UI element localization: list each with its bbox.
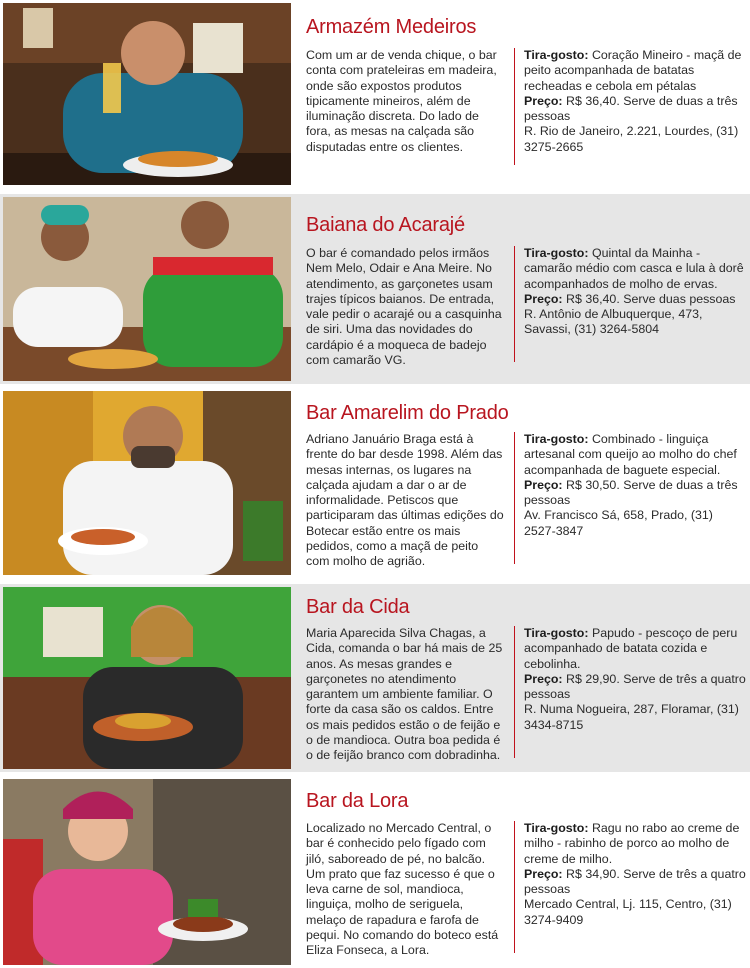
- bar-info: [524, 432, 746, 539]
- tiragosto-label: Tira-gosto:: [524, 48, 589, 62]
- address-text: R. Numa Nogueira, 287, Floramar, (31) 3434-8715: [524, 702, 739, 732]
- photo-armazem-medeiros: [3, 3, 291, 185]
- tiragosto-text: Papudo - pescoço de peru acompanhado de batata cozida e cebolinha.: [524, 626, 738, 671]
- bar-description: Com um ar de venda chique, o bar conta com prateleiras em madeira, onde são expostos produtos tipicamente mineiros, além de iluminação discreta. Do lado de fora, as mesas na calçada são disputadas entre os clientes.: [306, 48, 497, 154]
- photo-bar-da-cida: [3, 587, 291, 769]
- tiragosto-text: Combinado - linguiça artesanal com queijo ao molho do chef acompanhada de baguete especial.: [524, 432, 737, 477]
- column-divider: [514, 821, 515, 953]
- address-text: Mercado Central, Lj. 115, Centro, (31) 3274-9409: [524, 897, 732, 927]
- tiragosto-label: Tira-gosto:: [524, 432, 589, 446]
- bar-description: Adriano Januário Braga está à frente do bar desde 1998. Além das mesas internas, os lugares na calçada ajudam a dar o ar de informalidade. Petiscos que participaram das últimas edições do Botecar estão entre os mais pedidos, como a maçã de peito com molho de agrião.: [306, 432, 504, 569]
- bar-description: Maria Aparecida Silva Chagas, a Cida, comanda o bar há mais de 25 anos. As mesas grandes e garçonetes no atendimento garantem um ambiente familiar. O forte da casa são os caldos. Entre os mais pedidos estão o de feijão e o de mandioca. Outra boa pedida é o de feijão branco com dobradinha.: [306, 626, 503, 763]
- bar-entry-bar-da-lora: [0, 776, 750, 968]
- preco-text: R$ 36,40. Serve de duas a três pessoas: [524, 93, 738, 124]
- bar-info: [524, 48, 746, 155]
- tiragosto-label: Tira-gosto:: [524, 821, 589, 835]
- bar-description: O bar é comandado pelos irmãos Nem Melo, Odair e Ana Meire. No atendimento, as garçonetes usam trajes típicos baianos. De entrada, vale pedir o acarajé ou a casquinha de siri. Uma das novidades do cardápio é a moqueca de badejo com camarão VG.: [306, 246, 502, 368]
- bar-title: Baiana do Acarajé: [306, 214, 465, 236]
- address-text: R. Antônio de Albuquerque, 473, Savassi, (31) 3264-5804: [524, 307, 703, 337]
- preco-text: R$ 36,40. Serve duas pessoas: [566, 291, 736, 306]
- column-divider: [514, 626, 515, 758]
- tiragosto-label: Tira-gosto:: [524, 626, 589, 640]
- tiragosto-label: Tira-gosto:: [524, 246, 589, 260]
- bar-info: [524, 626, 746, 733]
- bar-entry-bar-da-cida: [0, 584, 750, 772]
- preco-label: Preço:: [524, 671, 563, 686]
- preco-text: R$ 29,90. Serve de três a quatro pessoas: [524, 671, 746, 702]
- tiragosto-text: Ragu no rabo ao creme de milho - rabinho de porco ao molho de creme de milho.: [524, 821, 740, 866]
- preco-label: Preço:: [524, 866, 563, 881]
- photo-bar-amarelim-do-prado: [3, 391, 291, 575]
- bar-info: [524, 246, 746, 338]
- photo-bar-da-lora: [3, 779, 291, 965]
- address-text: R. Rio de Janeiro, 2.221, Lourdes, (31) 3275-2665: [524, 124, 739, 154]
- tiragosto-text: Coração Mineiro - maçã de peito acompanhada de batatas recheadas e cebola em pétalas: [524, 48, 742, 93]
- bar-title: Bar da Lora: [306, 790, 409, 812]
- bar-description: Localizado no Mercado Central, o bar é conhecido pelo fígado com jiló, saboreado de pé, no balcão. Um prato que faz sucesso é que o leva carne de sol, mandioca, linguiça, molho de seriguela, melaço de rapadura e farofa de pequi. No comando do boteco está Eliza Fonseca, a Lora.: [306, 821, 499, 958]
- tiragosto-text: Quintal da Mainha - camarão médio com casca e lula à dorê acompanhados de molho de ervas.: [524, 246, 744, 291]
- bar-info: [524, 821, 746, 928]
- preco-text: R$ 34,90. Serve de três a quatro pessoas: [524, 866, 746, 897]
- photo-baiana-do-acaraje: [3, 197, 291, 381]
- bar-entry-baiana-do-acaraje: [0, 194, 750, 384]
- column-divider: [514, 48, 515, 165]
- bar-title: Armazém Medeiros: [306, 16, 477, 38]
- bar-entry-bar-amarelim-do-prado: [0, 388, 750, 578]
- bar-entry-armazem-medeiros: [0, 0, 750, 190]
- column-divider: [514, 432, 515, 564]
- address-text: Av. Francisco Sá, 658, Prado, (31) 2527-3847: [524, 508, 713, 538]
- preco-text: R$ 30,50. Serve de duas a três pessoas: [524, 477, 738, 508]
- preco-label: Preço:: [524, 477, 563, 492]
- bar-title: Bar Amarelim do Prado: [306, 402, 509, 424]
- column-divider: [514, 246, 515, 362]
- preco-label: Preço:: [524, 93, 563, 108]
- preco-label: Preço:: [524, 291, 563, 306]
- bar-title: Bar da Cida: [306, 596, 410, 618]
